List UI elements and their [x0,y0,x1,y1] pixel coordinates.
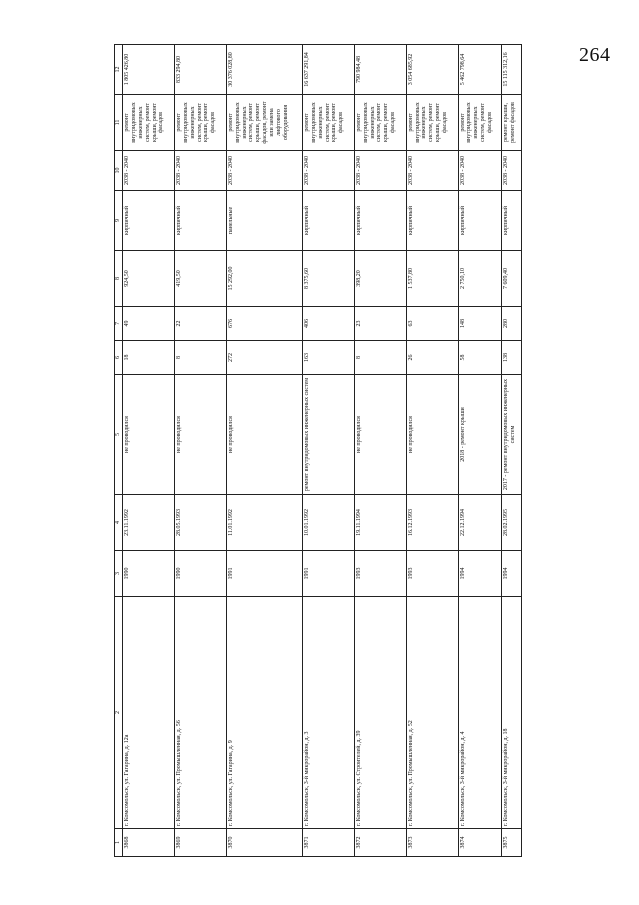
table-cell-c7: 148 [458,307,502,341]
table-cell-works: ремонт внутридомовых инженерных систем, ремонт крыши, ремонт фасадов, ремонт или замена лифтового оборудования [226,95,302,151]
table-cell-wall: кирпичный [174,191,226,251]
table-row [302,45,354,857]
table-cell-c6: 8 [354,341,406,375]
table-cell-year: 1993 [406,551,458,597]
table-cell-works: ремонт внутридомовых инженерных систем, ремонт крыши, ремонт фасадов [174,95,226,151]
table-cell-c7: 63 [406,307,458,341]
table-cell-id: 3875 [502,829,522,857]
table-cell-wall: кирпичный [406,191,458,251]
table-cell-c7: 406 [302,307,354,341]
table-row [354,45,406,857]
table-cell-id: 3869 [174,829,226,857]
table-cell-period: 2038 - 2040 [174,151,226,191]
table-cell-address: г. Комсомольск, ул. Гагарина, д. 12а [123,597,175,829]
table-cell-area: 419,50 [174,251,226,307]
table-cell-year: 1994 [458,551,502,597]
table-cell-address: г. Комсомольск, 3-й микрорайон, д. 18 [502,597,522,829]
table-cell-period: 2038 - 2040 [123,151,175,191]
table-container [114,45,522,857]
table-cell-c6: 58 [458,341,502,375]
table-cell-period: 2038 - 2040 [226,151,302,191]
table-cell-year: 1991 [302,551,354,597]
table-cell-period: 2038 - 2040 [354,151,406,191]
column-header: 12 [115,45,123,95]
table-cell-address: г. Комсомольск, 3-й микрорайон, д. 3 [302,597,354,829]
table-cell-area: 15 292,00 [226,251,302,307]
table-cell-c7: 22 [174,307,226,341]
table-cell-works: ремонт внутридомовых инженерных систем, ремонт крыши, ремонт фасадов [406,95,458,151]
table-cell-area: 2 750,10 [458,251,502,307]
table-cell-date: 19.11.1994 [354,495,406,551]
table-cell-works: ремонт внутридомовых инженерных систем, ремонт крыши, ремонт фасадов [354,95,406,151]
table-cell-repair: ремонт внутридомовых инженерных систем [302,375,354,495]
table-cell-repair: не проводился [354,375,406,495]
table-cell-area: 1 537,80 [406,251,458,307]
table-cell-wall: кирпичный [123,191,175,251]
table-row [226,45,302,857]
table-cell-period: 2038 - 2040 [302,151,354,191]
table-cell-date: 23.11.1992 [123,495,175,551]
table-cell-period: 2038 - 2040 [406,151,458,191]
column-header: 5 [115,375,123,495]
column-header: 3 [115,551,123,597]
table-cell-id: 3872 [354,829,406,857]
table-cell-date: 16.12.1993 [406,495,458,551]
table-row [174,45,226,857]
column-header: 8 [115,251,123,307]
table-row [123,45,175,857]
rotated-table-frame [114,45,522,857]
table-cell-year: 1993 [354,551,406,597]
table-cell-address: г. Комсомольск, ул. Промышленная, д. 52 [406,597,458,829]
table-cell-c7: 280 [502,307,522,341]
column-header: 2 [115,597,123,829]
table-cell-id: 3870 [226,829,302,857]
page-number: 264 [579,44,611,66]
table-cell-id: 3873 [406,829,458,857]
table-cell-area: 8 375,60 [302,251,354,307]
table-cell-address: г. Комсомольск, ул. Промышленная, д. 56 [174,597,226,829]
column-header: 10 [115,151,123,191]
table-cell-period: 2038 - 2040 [502,151,522,191]
table-row [406,45,458,857]
table-cell-c6: 272 [226,341,302,375]
column-header: 11 [115,95,123,151]
table-cell-cost: 833 294,80 [174,45,226,95]
table-cell-cost: 30 376 028,80 [226,45,302,95]
table-cell-c6: 163 [302,341,354,375]
table-cell-area: 398,20 [354,251,406,307]
housing-repair-table [114,44,522,857]
table-cell-cost: 790 984,48 [354,45,406,95]
table-cell-wall: кирпичный [502,191,522,251]
table-cell-address: г. Комсомольск, 3-й микрорайон, д. 4 [458,597,502,829]
table-cell-date: 22.12.1994 [458,495,502,551]
column-header: 7 [115,307,123,341]
table-cell-c7: 49 [123,307,175,341]
table-cell-cost: 5 462 798,64 [458,45,502,95]
table-cell-repair: не проводился [226,375,302,495]
table-cell-date: 28.05.1993 [174,495,226,551]
table-cell-date: 11.01.1992 [226,495,302,551]
table-cell-area: 924,50 [123,251,175,307]
table-cell-id: 3871 [302,829,354,857]
table-row [458,45,502,857]
table-cell-repair: 2017 - ремонт внутридомовых инженерных систем [502,375,522,495]
table-cell-address: г. Комсомольск, ул. Гагарина, д. 9 [226,597,302,829]
table-cell-year: 1990 [123,551,175,597]
table-cell-repair: не проводился [123,375,175,495]
table-cell-works: ремонт внутридомовых инженерных систем, ремонт фасадов [458,95,502,151]
table-cell-cost: 16 637 291,84 [302,45,354,95]
column-header: 9 [115,191,123,251]
table-cell-wall: панельные [226,191,302,251]
table-cell-wall: кирпичный [354,191,406,251]
table-cell-c6: 26 [406,341,458,375]
table-cell-cost: 3 054 685,92 [406,45,458,95]
table-cell-date: 10.01.1992 [302,495,354,551]
table-cell-works: ремонт внутридомовых инженерных систем, ремонт крыши, ремонт фасадов [123,95,175,151]
table-cell-year: 1991 [226,551,302,597]
table-cell-repair: не проводился [174,375,226,495]
table-cell-c6: 138 [502,341,522,375]
header-row [115,45,123,857]
table-cell-works: ремонт крыши, ремонт фасадов [502,95,522,151]
column-header: 6 [115,341,123,375]
table-cell-year: 1990 [174,551,226,597]
table-row [502,45,522,857]
table-cell-period: 2038 - 2040 [458,151,502,191]
table-cell-c7: 23 [354,307,406,341]
table-cell-cost: 1 805 426,80 [123,45,175,95]
table-cell-wall: кирпичный [302,191,354,251]
table-cell-works: ремонт внутридомовых инженерных систем, ремонт крыши, ремонт фасадов [302,95,354,151]
table-cell-c7: 676 [226,307,302,341]
column-header: 1 [115,829,123,857]
table-cell-address: г. Комсомольск, ул. Строителей, д. 39 [354,597,406,829]
table-cell-c6: 8 [174,341,226,375]
table-cell-c6: 18 [123,341,175,375]
column-header: 4 [115,495,123,551]
table-cell-repair: не проводился [406,375,458,495]
table-cell-year: 1994 [502,551,522,597]
table-cell-area: 7 609,40 [502,251,522,307]
table-cell-date: 28.02.1995 [502,495,522,551]
table-cell-repair: 2018 - ремонт крыши [458,375,502,495]
table-cell-id: 3874 [458,829,502,857]
table-cell-id: 3868 [123,829,175,857]
table-cell-cost: 15 115 312,16 [502,45,522,95]
table-cell-wall: кирпичный [458,191,502,251]
